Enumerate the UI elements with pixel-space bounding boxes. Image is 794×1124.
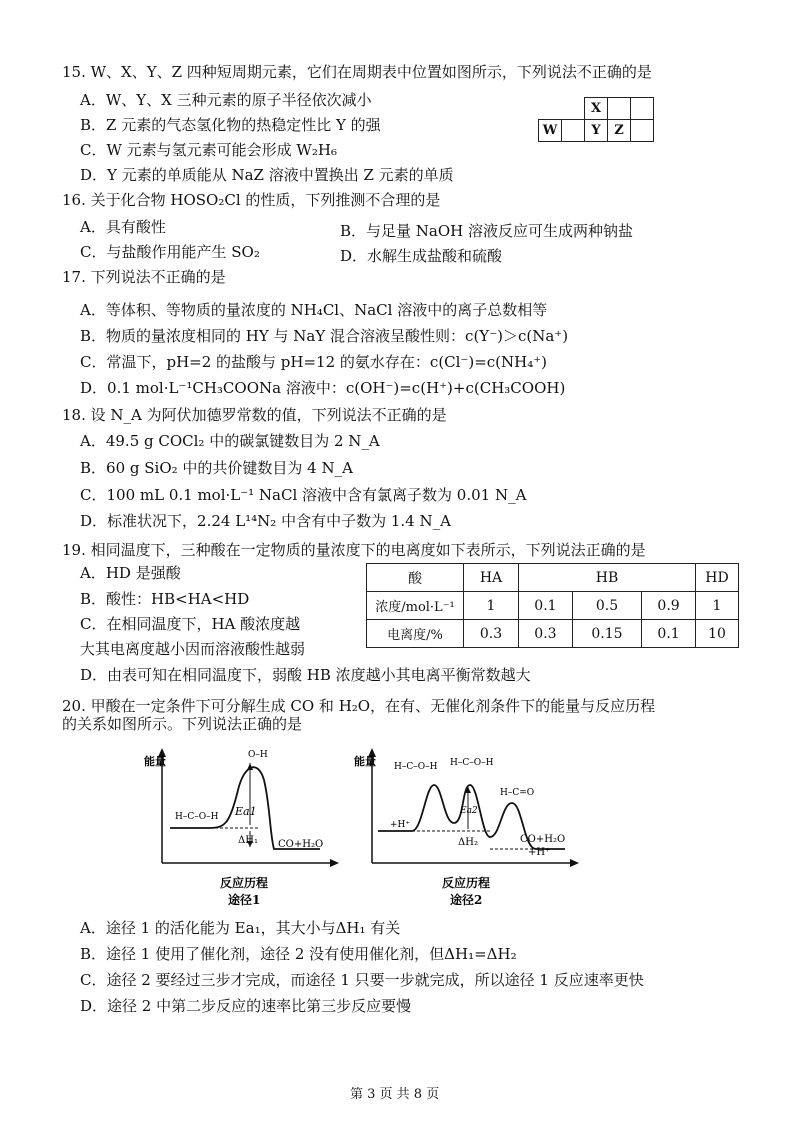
fig1-product-label: CO+H₂O <box>278 839 324 850</box>
q16-option-a: A．具有酸性 <box>80 218 166 236</box>
q16-option-c: C．与盐酸作用能产生 SO₂ <box>80 243 260 261</box>
table-row <box>367 592 739 620</box>
q19-stem: 19. 相同温度下，三种酸在一定物质的量浓度下的电离度如下表所示，下列说法正确的是 <box>62 541 646 559</box>
table-cell: 0.1 <box>519 592 573 620</box>
q16-stem: 16. 关于化合物 HOSO₂Cl 的性质，下列推测不合理的是 <box>62 191 441 209</box>
fig1-dh-label: ΔH₁ <box>238 835 258 846</box>
table-cell: 10 <box>696 620 739 648</box>
table-cell: 0.1 <box>642 620 696 648</box>
fig2-product-hplus: +H⁺ <box>528 847 551 858</box>
q20-stem: 20. 甲酸在一定条件下可分解生成 CO 和 H₂O，在有、无催化剂条件下的能量与反应历程 <box>62 697 656 715</box>
table-header-row <box>367 564 739 592</box>
fig2-xlabel: 反应历程 <box>442 876 491 890</box>
q17-option-a: A．等体积、等物质的量浓度的 NH₄Cl、NaCl 溶液中的离子总数相等 <box>80 301 548 319</box>
table-row-label: 浓度/mol·L⁻¹ <box>367 592 464 620</box>
energy-diagram-path1 <box>140 745 340 910</box>
q15-option-b: B．Z 元素的气态氢化物的热稳定性比 Y 的强 <box>80 116 381 134</box>
fig2-ylabel: 能量 <box>354 755 376 768</box>
table-header-cell: HB <box>519 564 696 592</box>
table-header-cell: HD <box>696 564 739 592</box>
table-cell: 0.3 <box>519 620 573 648</box>
q20-option-a: A．途径 1 的活化能为 Ea₁，其大小与ΔH₁ 有关 <box>80 919 401 937</box>
page-footer: 第 3 页 共 8 页 <box>350 1087 440 1102</box>
q20-option-c: C．途径 2 要经过三步才完成，而途径 1 只要一步就完成，所以途径 1 反应速率更快 <box>80 971 644 989</box>
fig2-ea-label: Ea2 <box>460 806 478 816</box>
q17-option-b: B．物质的量浓度相同的 HY 与 NaY 混合溶液呈酸性则：c(Y⁻)＞c(Na⁺) <box>80 327 569 345</box>
table-cell: 0.5 <box>572 592 641 620</box>
svg-text:H–C–O–H: H–C–O–H <box>394 762 438 772</box>
q16-option-d: D．水解生成盐酸和硫酸 <box>340 247 503 265</box>
grid-cell-x: X <box>585 98 608 120</box>
ionization-table <box>366 563 739 648</box>
fig1-ea-label: Ea1 <box>235 805 257 818</box>
q19-option-d: D．由表可知在相同温度下，弱酸 HB 浓度越小其电离平衡常数越大 <box>80 666 531 684</box>
q19-option-b: B．酸性：HB<HA<HD <box>80 590 250 608</box>
fig2-product-label: CO+H₂O <box>520 834 566 845</box>
table-cell: 0.15 <box>572 620 641 648</box>
q20-option-d: D．途径 2 中第二步反应的速率比第三步反应要慢 <box>80 997 412 1015</box>
svg-text:H–C–O–H: H–C–O–H <box>450 758 494 768</box>
table-header-cell: 酸 <box>367 564 464 592</box>
fig1-xlabel: 反应历程 <box>220 876 269 890</box>
q20-option-b: B．途径 1 使用了催化剂，途径 2 没有使用催化剂，但ΔH₁=ΔH₂ <box>80 945 517 963</box>
q18-option-a: A．49.5 g COCl₂ 中的碳氯键数目为 2 N_A <box>80 432 380 450</box>
grid-cell <box>608 98 631 120</box>
q15-option-a: A．W、Y、X 三种元素的原子半径依次减小 <box>80 91 372 109</box>
q17-option-d: D．0.1 mol·L⁻¹CH₃COONa 溶液中：c(OH⁻)=c(H⁺)+c(CH₃COOH) <box>80 379 566 397</box>
grid-cell <box>539 98 562 120</box>
fig1-caption: 途径1 <box>228 893 261 907</box>
q20-stem-cont: 的关系如图所示。下列说法正确的是 <box>62 715 303 733</box>
grid-cell <box>631 120 654 142</box>
svg-text:H–C–O–H: H–C–O–H <box>175 812 219 822</box>
table-cell: 0.3 <box>464 620 519 648</box>
q15-stem: 15. W、X、Y、Z 四种短周期元素，它们在周期表中位置如图所示，下列说法不正确的是 <box>62 63 652 81</box>
fig1-ylabel: 能量 <box>144 755 166 768</box>
q19-option-c-cont: 大其电离度越小因而溶液酸性越弱 <box>80 640 306 658</box>
table-row-label: 电离度/% <box>367 620 464 648</box>
fig2-hplus-label: +H⁺ <box>390 820 411 830</box>
grid-cell-w: W <box>539 120 562 142</box>
q18-option-c: C．100 mL 0.1 mol·L⁻¹ NaCl 溶液中含有氯离子数为 0.01 N_A <box>80 486 527 504</box>
q18-option-d: D．标准状况下，2.24 L¹⁴N₂ 中含有中子数为 1.4 N_A <box>80 512 451 530</box>
table-cell: 0.9 <box>642 592 696 620</box>
q16-option-b: B．与足量 NaOH 溶液反应可生成两种钠盐 <box>340 222 634 240</box>
q19-option-c: C．在相同温度下，HA 酸浓度越 <box>80 615 301 633</box>
grid-cell <box>562 120 585 142</box>
energy-diagram-path2 <box>350 745 580 910</box>
grid-cell-y: Y <box>585 120 608 142</box>
table-header-cell: HA <box>464 564 519 592</box>
table-row <box>367 620 739 648</box>
svg-text:H–C=O: H–C=O <box>500 788 535 798</box>
q18-stem: 18. 设 N_A 为阿伏加德罗常数的值，下列说法不正确的是 <box>62 406 447 424</box>
grid-cell <box>631 98 654 120</box>
svg-text:O–H: O–H <box>248 750 268 760</box>
periodic-table-fragment <box>538 97 654 142</box>
grid-cell-z: Z <box>608 120 631 142</box>
grid-cell <box>562 98 585 120</box>
q15-option-c: C．W 元素与氢元素可能会形成 W₂H₆ <box>80 141 337 159</box>
fig2-caption: 途径2 <box>450 893 483 907</box>
table-cell: 1 <box>696 592 739 620</box>
table-cell: 1 <box>464 592 519 620</box>
q17-stem: 17. 下列说法不正确的是 <box>62 268 226 286</box>
q18-option-b: B．60 g SiO₂ 中的共价键数目为 4 N_A <box>80 459 353 477</box>
fig2-dh-label: ΔH₂ <box>458 837 478 848</box>
q17-option-c: C．常温下，pH=2 的盐酸与 pH=12 的氨水存在：c(Cl⁻)=c(NH₄⁺) <box>80 353 548 371</box>
q19-option-a: A．HD 是强酸 <box>80 564 181 582</box>
q15-option-d: D．Y 元素的单质能从 NaZ 溶液中置换出 Z 元素的单质 <box>80 166 454 184</box>
